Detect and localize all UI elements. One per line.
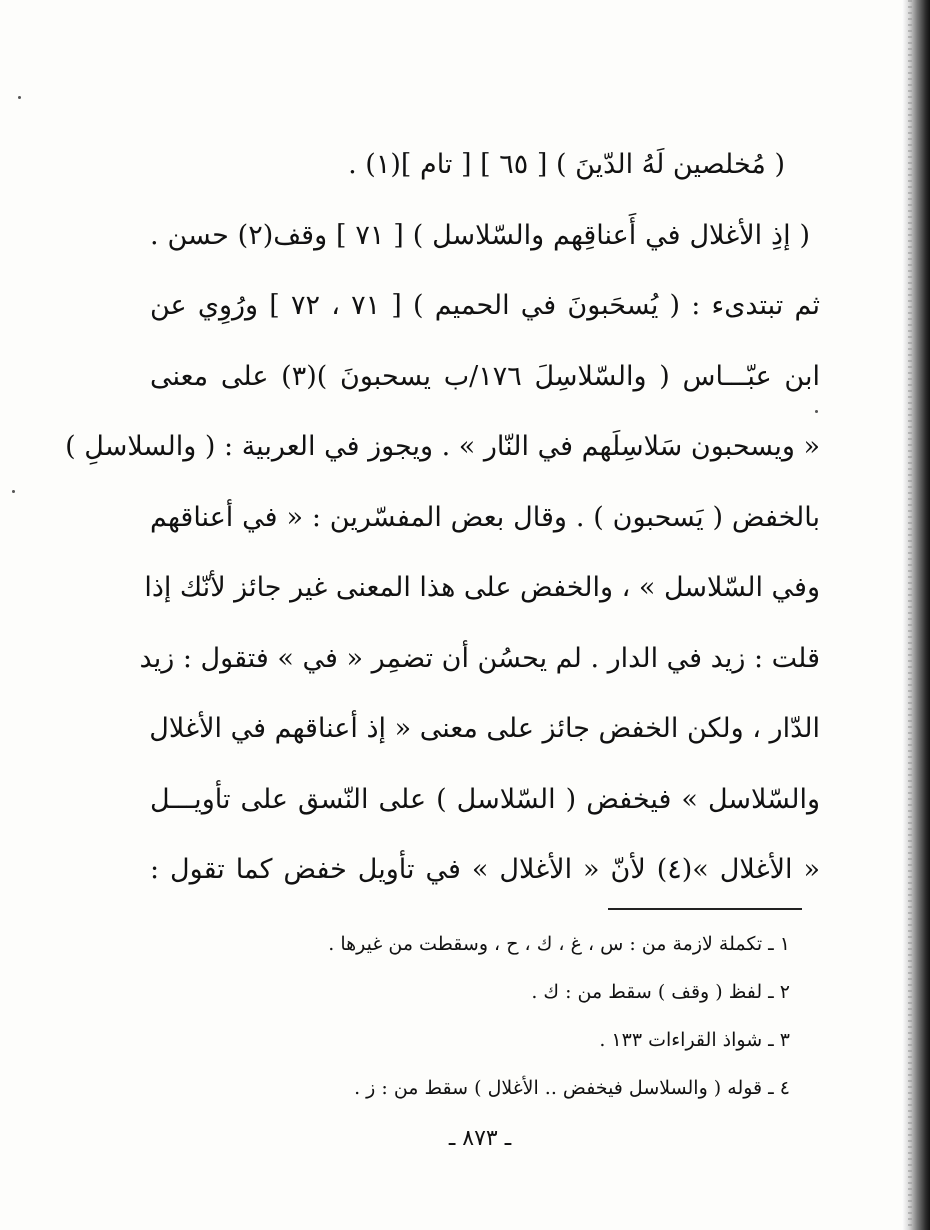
text-line: « الأغلال »(٤) لأنّ « الأغلال » في تأويل خفض كما تقول : xyxy=(150,854,821,885)
footnote: ١ ـ تكملة لازمة من : س ، غ ، ك ، ح ، وسقطت من غيرها . xyxy=(328,933,790,955)
text-line: ثم تبتدىء : ( يُسحَبونَ في الحميم ) [ ٧١ ، ٧٢ ] ورُوِي عن xyxy=(150,290,820,321)
main-text xyxy=(65,130,821,906)
text-line: ابن عبّـــاس ( والسّلاسِلَ ١٧٦/ب يسحبونَ )(٣) على معنى xyxy=(150,360,820,392)
text-line: ( إذِ الأغلال في أَعناقِهم والسّلاسل ) [ ٧١ ] وقف(٢) حسن . xyxy=(150,219,810,251)
footnote-divider xyxy=(608,908,802,910)
text-line: الدّار ، ولكن الخفض جائز على معنى « إذ أعناقهم في الأغلال xyxy=(149,713,820,744)
text-line: بالخفض ( يَسحبون ) . وقال بعض المفسّرين : « في أعناقهم xyxy=(150,501,820,533)
footnote: ٣ ـ شواذ القراءات ١٣٣ . xyxy=(599,1029,790,1051)
text-line: والسّلاسل » فيخفض ( السّلاسل ) على النّسق على تأويـــل xyxy=(150,783,820,815)
scan-speck xyxy=(18,96,21,99)
scan-speck xyxy=(12,490,15,493)
footnote: ٢ ـ لفظ ( وقف ) سقط من : ك . xyxy=(531,981,790,1003)
footnotes xyxy=(230,920,790,1112)
text-line: قلت : زيد في الدار . لم يحسُن أن تضمِر « في » فتقول : زيد xyxy=(139,642,820,674)
text-line: ( مُخلصين لَهُ الدّينَ ) [ ٦٥ ] [ تام ](١) . xyxy=(348,149,785,180)
text-line: « ويسحبون سَلاسِلَهم في النّار » . ويجوز في العربية : ( والسلاسلِ ) xyxy=(65,431,820,462)
footnote: ٤ ـ قوله ( والسلاسل فيخفض .. الأغلال ) سقط من : ز . xyxy=(354,1077,790,1099)
book-binding-edge xyxy=(902,0,930,1230)
page-number: ـ ٨٧٣ ـ xyxy=(448,1126,512,1151)
text-line: وفي السّلاسل » ، والخفض على هذا المعنى غير جائز لأنّك إذا xyxy=(144,572,820,603)
